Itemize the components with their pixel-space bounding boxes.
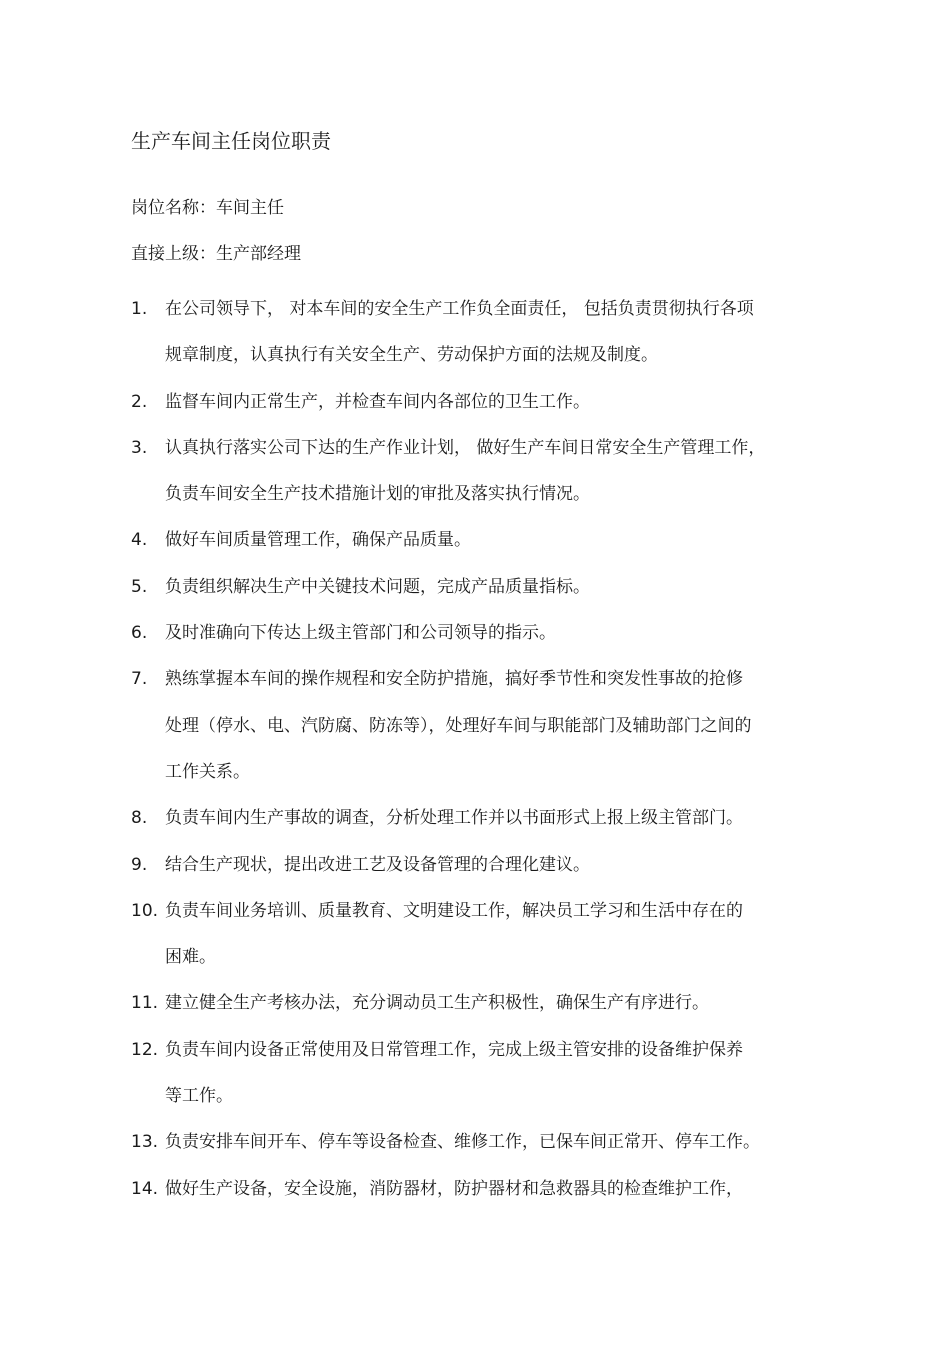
duty-text-line: 困难。 (165, 947, 216, 968)
duty-text-line: 负责车间内生产事故的调查，分析处理工作并以书面形式上报上级主管部门。 (165, 808, 743, 829)
duty-item (131, 517, 821, 563)
duty-number: 2. (131, 391, 148, 412)
duty-text (165, 1027, 821, 1120)
duty-number: 4. (131, 530, 148, 551)
duty-item (131, 379, 821, 425)
document-title: 生产车间主任岗位职责 (131, 129, 331, 153)
duty-number: 7. (131, 669, 148, 690)
duty-number: 6. (131, 623, 148, 644)
position-name-line: 岗位名称：车间主任 (131, 198, 284, 218)
duty-number: 5. (131, 576, 148, 597)
duty-number: 3. (131, 437, 148, 458)
duty-number: 9. (131, 854, 148, 875)
duty-text (165, 842, 821, 888)
duty-text-line: 负责车间内设备正常使用及日常管理工作，完成上级主管安排的设备维护保养 (165, 1039, 743, 1060)
duty-text-line: 做好生产设备，安全设施，消防器材，防护器材和急救器具的检查维护工作， (165, 1178, 743, 1199)
duty-text-line: 工作关系。 (165, 761, 250, 782)
duty-text-line: 熟练掌握本车间的操作规程和安全防护措施，搞好季节性和突发性事故的抢修 (165, 669, 743, 690)
duty-text (165, 425, 821, 518)
duty-text (165, 379, 821, 425)
duty-text-line: 负责车间安全生产技术措施计划的审批及落实执行情况。 (165, 484, 590, 505)
duty-text-line: 规章制度，认真执行有关安全生产、劳动保护方面的法规及制度。 (165, 345, 658, 366)
duty-text-line: 处理（停水、电、汽防腐、防冻等），处理好车间与职能部门及辅助部门之间的 (165, 715, 752, 736)
duty-number: 10. (131, 900, 159, 921)
duty-number: 14. (131, 1178, 159, 1199)
duty-item (131, 842, 821, 888)
duty-item (131, 564, 821, 610)
duty-text-line: 建立健全生产考核办法，充分调动员工生产积极性，确保生产有序进行。 (165, 993, 709, 1014)
duty-text (165, 517, 821, 563)
duty-text-line: 结合生产现状，提出改进工艺及设备管理的合理化建议。 (165, 854, 590, 875)
duty-text-line: 负责安排车间开车、停车等设备检查、维修工作，已保车间正常开、停车工作。 (165, 1132, 760, 1153)
duty-number: 1. (131, 299, 148, 319)
duty-number: 13. (131, 1132, 159, 1153)
duty-text (165, 795, 821, 841)
duty-text-line: 在公司领导下， 对本车间的安全生产工作负全面责任， 包括负责贯彻执行各项 (165, 299, 754, 319)
duty-text (165, 656, 821, 795)
duty-item (131, 286, 821, 379)
duty-text (165, 1119, 821, 1165)
duty-item (131, 1027, 821, 1120)
duty-text-line: 等工作。 (165, 1086, 233, 1107)
duty-text (165, 286, 821, 379)
duty-text (165, 980, 821, 1026)
duty-text-line: 认真执行落实公司下达的生产作业计划， 做好生产车间日常安全生产管理工作， (165, 437, 766, 458)
duty-item (131, 980, 821, 1026)
duty-text-line: 监督车间内正常生产，并检查车间内各部位的卫生工作。 (165, 391, 590, 412)
duty-item (131, 795, 821, 841)
duty-number: 11. (131, 993, 159, 1014)
duty-number: 12. (131, 1039, 159, 1060)
duty-text-line: 负责车间业务培训、质量教育、文明建设工作，解决员工学习和生活中存在的 (165, 900, 743, 921)
duty-item (131, 656, 821, 795)
duty-item (131, 610, 821, 656)
duty-list (131, 286, 821, 1212)
duty-item (131, 888, 821, 981)
duty-text-line: 负责组织解决生产中关键技术问题，完成产品质量指标。 (165, 576, 590, 597)
duty-text (165, 564, 821, 610)
duty-text-line: 做好车间质量管理工作，确保产品质量。 (165, 530, 471, 551)
duty-item (131, 1119, 821, 1165)
duty-text-line: 及时准确向下传达上级主管部门和公司领导的指示。 (165, 623, 556, 644)
duty-item (131, 425, 821, 518)
duty-item (131, 1166, 821, 1212)
duty-text (165, 1166, 821, 1212)
duty-number: 8. (131, 808, 148, 829)
direct-superior-line: 直接上级：生产部经理 (131, 244, 301, 264)
duty-text (165, 888, 821, 981)
duty-text (165, 610, 821, 656)
